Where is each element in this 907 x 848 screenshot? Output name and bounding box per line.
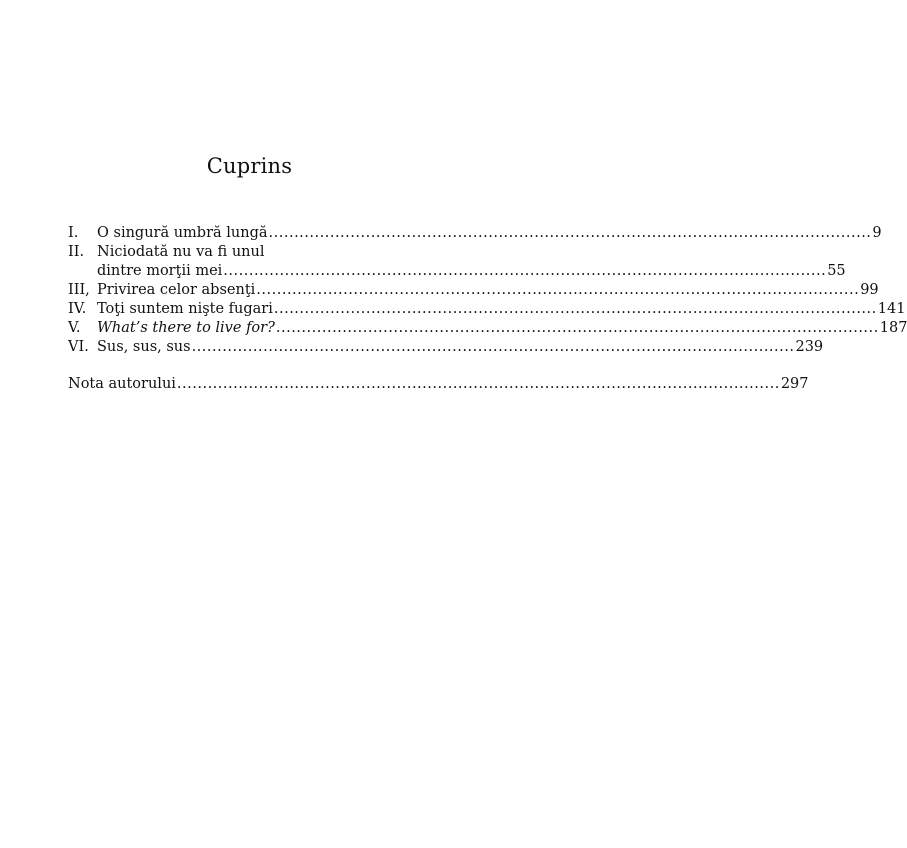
dot-leader: ...................................................................................................................... xyxy=(176,376,780,392)
page-title: Cuprins xyxy=(206,154,293,178)
toc-entry-1 xyxy=(68,224,882,243)
toc-entry-title: Toţi suntem nişte fugari xyxy=(97,301,273,317)
toc-entry-page: 141 xyxy=(877,301,906,317)
toc-entry-page: 55 xyxy=(827,263,846,279)
toc-entry-number: II. xyxy=(68,244,85,260)
toc-entry-page: 187 xyxy=(879,320,907,336)
dot-leader: ...................................................................................................................... xyxy=(191,339,795,355)
toc-entry-notes xyxy=(68,375,809,394)
toc-entry-2-line-2 xyxy=(68,262,846,281)
toc-entry-title: Privirea celor absenţi xyxy=(97,282,256,298)
toc-entry-title: Sus, sus, sus xyxy=(97,339,191,355)
toc-entry-4 xyxy=(68,300,906,319)
dot-leader: ...................................................................................................................... xyxy=(275,320,879,336)
toc-entry-2-line-1 xyxy=(68,243,434,262)
toc-entry-number: IV. xyxy=(68,301,87,317)
toc-entry-page: 99 xyxy=(860,282,879,298)
toc-entry-title: What’s there to live for? xyxy=(97,320,275,336)
toc-entry-title-line-1: Niciodată nu va fi unul xyxy=(97,244,265,260)
dot-leader: ...................................................................................................................... xyxy=(268,225,872,241)
toc-entry-5 xyxy=(68,319,907,338)
toc-entry-6 xyxy=(68,338,824,357)
toc-entry-number: I. xyxy=(68,225,79,241)
table-of-contents xyxy=(68,224,907,394)
toc-entry-title: Nota autorului xyxy=(68,376,176,392)
toc-entry-page: 239 xyxy=(795,339,824,355)
dot-leader: ...................................................................................................................... xyxy=(223,263,827,279)
toc-entry-title: O singură umbră lungă xyxy=(97,225,268,241)
toc-entry-number: III, xyxy=(68,282,90,298)
toc-entry-3 xyxy=(68,281,879,300)
toc-entry-title: dintre morţii mei xyxy=(97,263,223,279)
dot-leader: ...................................................................................................................... xyxy=(256,282,860,298)
toc-entry-number: V. xyxy=(68,320,81,336)
toc-entry-page: 9 xyxy=(872,225,882,241)
toc-spacer xyxy=(68,357,434,375)
toc-entry-page: 297 xyxy=(780,376,809,392)
toc-entry-number: VI. xyxy=(68,339,89,355)
dot-leader: ...................................................................................................................... xyxy=(273,301,877,317)
